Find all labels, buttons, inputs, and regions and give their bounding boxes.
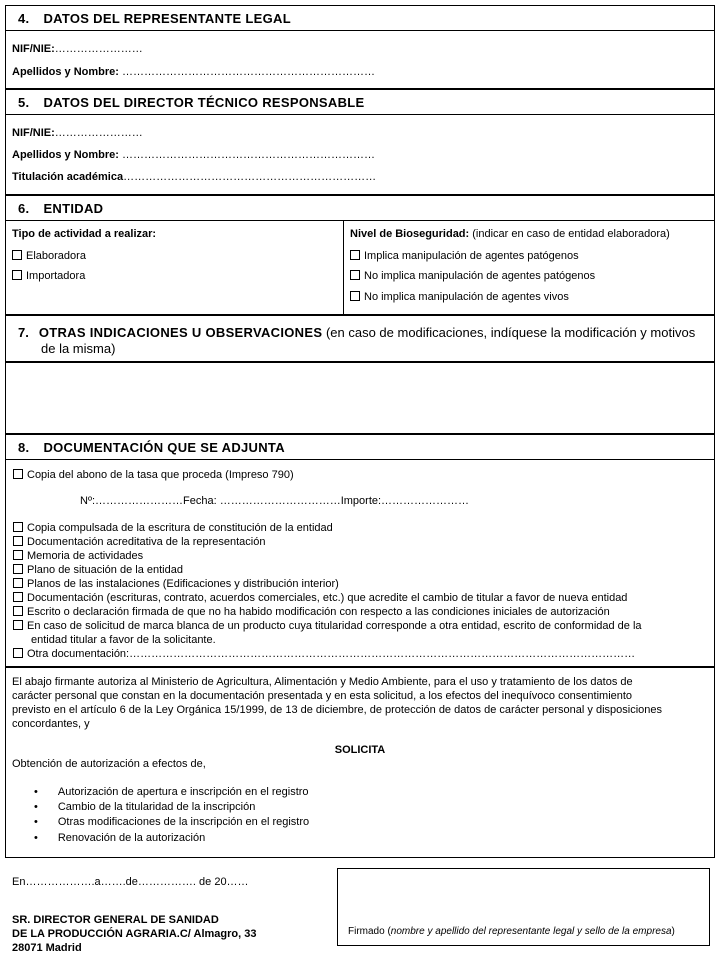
section-number: 4. <box>18 10 30 26</box>
checkbox[interactable] <box>13 564 23 574</box>
doc-label: Documentación acreditativa de la representación <box>27 536 266 548</box>
section-6-body <box>5 220 715 315</box>
declaration-line: carácter personal que constan en la documentación presentada y en esta solicitud, a los efectos del inequívoco consentimiento <box>12 690 633 702</box>
option-label: Implica manipulación de agentes patógenos <box>364 250 579 262</box>
bullet-item: • Otras modificaciones de la inscripción en el registro <box>34 816 310 828</box>
address-line: DE LA PRODUCCIÓN AGRARIA.C/ Almagro, 33 <box>12 928 257 940</box>
doc-item[interactable] <box>13 522 333 534</box>
doc-label: Otra documentación:………………………………………………………………………………………………………………………… <box>27 648 636 660</box>
dt-nif-field[interactable] <box>12 127 143 139</box>
bullet-text: Cambio de la titularidad de la inscripción <box>57 801 256 813</box>
checkbox[interactable] <box>12 270 22 280</box>
doc-label: Planos de las instalaciones (Edificaciones y distribución interior) <box>27 578 339 590</box>
doc-label-cont: entidad titular a favor de la solicitante. <box>31 634 216 646</box>
nif-label: NIF/NIE: <box>12 127 55 139</box>
nombre-dots: …………………………………………………………… <box>122 66 376 78</box>
section-8-body <box>5 459 715 667</box>
nivel-heading <box>350 228 670 240</box>
doc-label: Documentación (escrituras, contrato, acuerdos comerciales, etc.) que acredite el cambio de titular a favor de nueva entidad <box>27 592 628 604</box>
nivel-note: (indicar en caso de entidad elaboradora) <box>472 228 670 240</box>
nombre-label: Apellidos y Nombre: <box>12 149 119 161</box>
tipo-label: Tipo de actividad a realizar: <box>12 228 157 240</box>
dt-nombre-field[interactable] <box>12 149 375 161</box>
option-importadora[interactable] <box>12 270 85 282</box>
checkbox[interactable] <box>13 578 23 588</box>
obtencion-text: Obtención de autorización a efectos de, <box>12 758 206 770</box>
titulacion-dots: …………………………………………………………… <box>123 171 377 183</box>
column-divider <box>343 221 344 314</box>
doc-label: Plano de situación de la entidad <box>27 564 183 576</box>
checkbox[interactable] <box>350 270 360 280</box>
section-title: ENTIDAD <box>43 200 104 216</box>
option-label: Elaboradora <box>26 250 86 262</box>
address-line: 28071 Madrid <box>12 942 82 954</box>
checkbox[interactable] <box>13 592 23 602</box>
checkbox[interactable] <box>13 536 23 546</box>
doc-label: Copia compulsada de la escritura de constitución de la entidad <box>27 522 333 534</box>
doc-item[interactable] <box>13 606 610 618</box>
nif-label: NIF/NIE: <box>12 43 55 55</box>
checkbox[interactable] <box>350 250 360 260</box>
doc-otra[interactable] <box>13 648 635 660</box>
doc-item[interactable] <box>13 536 265 548</box>
section-title: OTRAS INDICACIONES U OBSERVACIONES <box>38 325 323 340</box>
option-elaboradora[interactable] <box>12 250 86 262</box>
option-no-implica-patogenos[interactable] <box>350 270 595 282</box>
titulacion-label: Titulación académica <box>12 171 124 183</box>
doc-label: Copia del abono de la tasa que proceda (Impreso 790) <box>27 469 294 481</box>
doc-abono[interactable] <box>13 469 294 481</box>
section-7-header <box>5 315 715 362</box>
titulacion-field[interactable] <box>12 171 376 183</box>
declaration-box <box>5 667 715 858</box>
checkbox[interactable] <box>350 291 360 301</box>
firmado-note: nombre y apellido del representante legal y sello de la empresa <box>390 926 672 937</box>
bullet-text: Autorización de apertura e inscripción en el registro <box>57 786 309 798</box>
observaciones-area[interactable] <box>5 362 715 434</box>
firmado-caption <box>348 926 675 937</box>
section-number: 7. <box>18 325 29 340</box>
nif-dots: …………………… <box>54 43 143 55</box>
section-title: DATOS DEL REPRESENTANTE LEGAL <box>43 10 291 26</box>
checkbox[interactable] <box>13 522 23 532</box>
doc-label: En caso de solicitud de marca blanca de un producto cuya titularidad corresponde a otra entidad, escrito de conformidad de la <box>27 620 642 632</box>
section-note-cont: de la misma) <box>41 341 116 356</box>
address-line: SR. DIRECTOR GENERAL DE SANIDAD <box>12 914 219 926</box>
doc-item[interactable] <box>13 620 642 632</box>
section-4-body <box>5 30 715 89</box>
section-5-body <box>5 114 715 195</box>
declaration-line: concordantes, y <box>12 718 90 730</box>
section-6-header <box>5 195 715 221</box>
signature-box[interactable] <box>337 868 710 946</box>
nif-field[interactable] <box>12 43 143 55</box>
bullet-text: Renovación de la autorización <box>57 832 206 844</box>
bullet-item: • Cambio de la titularidad de la inscripción <box>34 801 256 813</box>
declaration-line: previsto en el artículo 6 de la Ley Orgánica 15/1999, de 13 de diciembre, de protección de datos de carácter personal y disposiciones <box>12 704 663 716</box>
section-5-header <box>5 89 715 115</box>
checkbox[interactable] <box>13 648 23 658</box>
nif-dots: …………………… <box>54 127 143 139</box>
option-label: Importadora <box>26 270 86 282</box>
doc-item[interactable] <box>13 550 143 562</box>
checkbox[interactable] <box>12 250 22 260</box>
nombre-label: Apellidos y Nombre: <box>12 66 119 78</box>
nivel-label: Nivel de Bioseguridad: <box>350 228 470 240</box>
bullet-text: Otras modificaciones de la inscripción en el registro <box>57 816 310 828</box>
option-implica-patogenos[interactable] <box>350 250 579 262</box>
section-title: DOCUMENTACIÓN QUE SE ADJUNTA <box>43 439 285 455</box>
section-number: 5. <box>18 94 30 110</box>
section-title: DATOS DEL DIRECTOR TÉCNICO RESPONSABLE <box>43 94 365 110</box>
doc-item[interactable] <box>13 578 339 590</box>
section-note: (en caso de modificaciones, indíquese la modificación y motivos <box>325 325 696 340</box>
checkbox[interactable] <box>13 469 23 479</box>
option-label: No implica manipulación de agentes patógenos <box>364 270 596 282</box>
section-number: 8. <box>18 439 30 455</box>
doc-label: Memoria de actividades <box>27 550 144 562</box>
firmado-close: ) <box>671 926 675 937</box>
checkbox[interactable] <box>13 550 23 560</box>
solicita-heading: SOLICITA <box>334 744 386 756</box>
bullet-item: • Renovación de la autorización <box>34 832 206 844</box>
checkbox[interactable] <box>13 620 23 630</box>
doc-label: Escrito o declaración firmada de que no ha habido modificación con respecto a las condiciones iniciales de autorización <box>27 606 610 618</box>
nombre-field[interactable] <box>12 66 375 78</box>
abono-fields[interactable]: Nº:……………………Fecha: ……………………………Importe:…………………… <box>80 495 470 507</box>
checkbox[interactable] <box>13 606 23 616</box>
doc-item[interactable] <box>13 564 183 576</box>
firmado-label: Firmado ( <box>348 926 391 937</box>
bullet-item: • Autorización de apertura e inscripción en el registro <box>34 786 309 798</box>
section-number: 6. <box>18 200 30 216</box>
option-no-implica-vivos[interactable] <box>350 291 569 303</box>
section-4-header <box>5 5 715 31</box>
place-date-field[interactable]: En……………….a…….de……………. de 20…… <box>12 876 249 888</box>
declaration-line: El abajo firmante autoriza al Ministerio de Agricultura, Alimentación y Medio Ambiente, para el uso y tratamiento de los datos de <box>12 676 633 688</box>
option-label: No implica manipulación de agentes vivos <box>364 291 569 303</box>
section-8-header <box>5 434 715 460</box>
section-7-title-line <box>18 325 695 340</box>
nombre-dots: …………………………………………………………… <box>122 149 376 161</box>
doc-item[interactable] <box>13 592 627 604</box>
